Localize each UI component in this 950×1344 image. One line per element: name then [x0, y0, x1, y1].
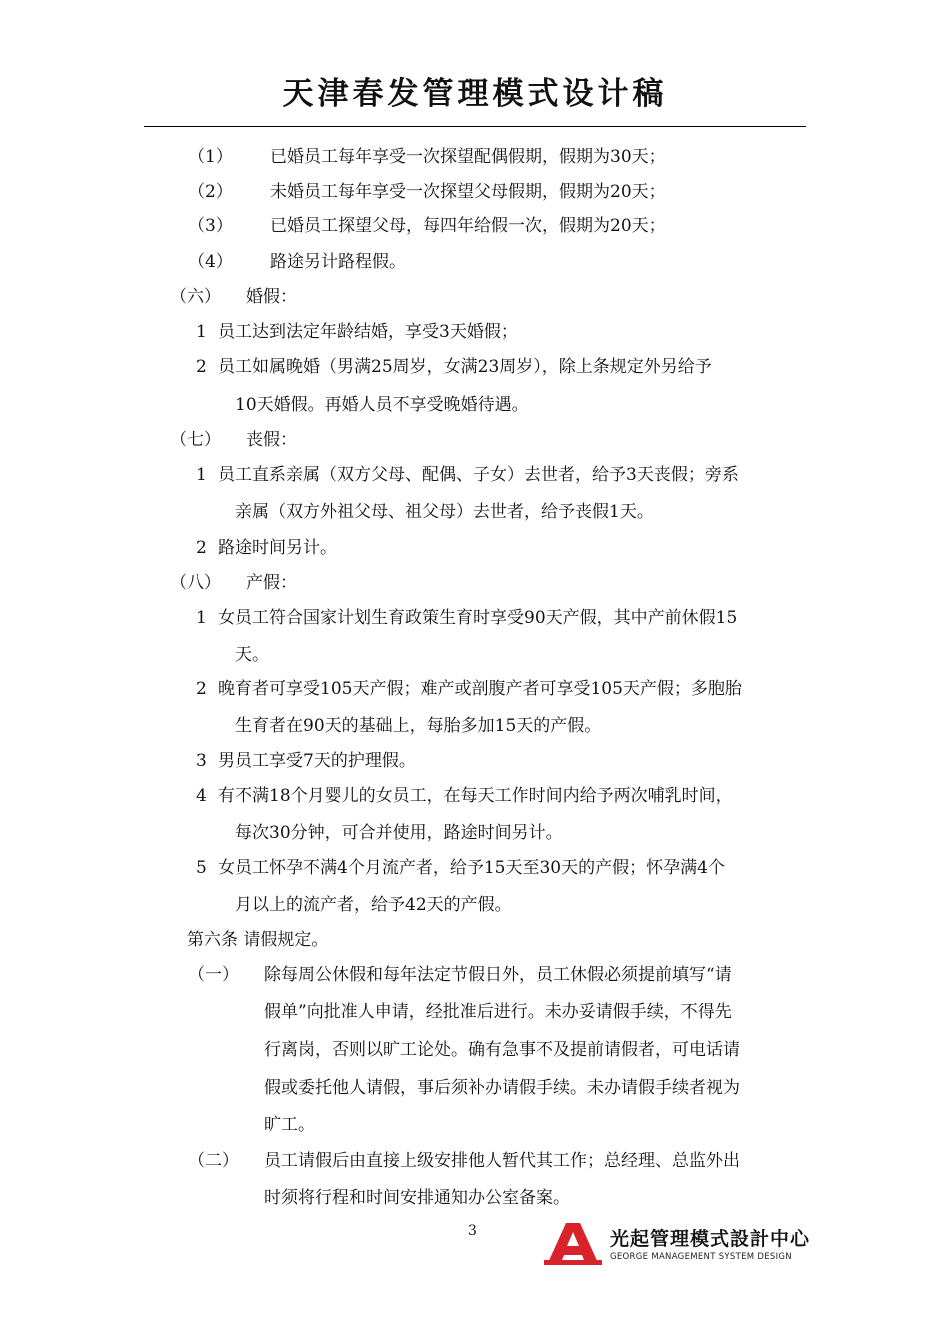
header-divider [144, 126, 806, 127]
logo-chinese-name: 光起管理模式設計中心 [610, 1228, 811, 1250]
list-item-continuation: 天。 [235, 645, 269, 665]
list-item-text: 路途时间另计。 [218, 538, 337, 558]
list-number: 2 [196, 538, 207, 558]
section-heading: 产假： [246, 573, 297, 593]
list-number: 3 [196, 751, 207, 771]
list-number: 4 [196, 786, 207, 806]
list-number: 1 [196, 608, 207, 628]
list-item-text: 男员工享受7天的护理假。 [218, 751, 416, 771]
section-marker: （七） [170, 430, 221, 450]
item-text: 路途另计路程假。 [270, 252, 406, 272]
clause-marker: （二） [188, 1151, 239, 1171]
list-number: 1 [196, 465, 207, 485]
item-marker: （3） [188, 216, 233, 236]
list-number: 2 [196, 679, 207, 699]
list-number: 1 [196, 322, 207, 342]
list-number: 2 [196, 357, 207, 377]
list-item-text: 女员工怀孕不满4个月流产者，给予15天至30天的产假；怀孕满4个 [218, 858, 725, 878]
list-item-continuation: 每次30分钟，可合并使用，路途时间另计。 [235, 823, 563, 843]
logo-english-name: GEORGE MANAGEMENT SYSTEM DESIGN [610, 1252, 792, 1262]
list-number: 5 [196, 858, 207, 878]
section-heading: 婚假： [246, 287, 297, 307]
list-item-continuation: 生育者在90天的基础上，每胎多加15天的产假。 [235, 716, 602, 736]
clause-text: 假或委托他人请假，事后须补办请假手续。未办请假手续者视为 [264, 1078, 740, 1098]
article-heading: 第六条 请假规定。 [187, 930, 329, 950]
item-marker: （1） [188, 147, 233, 167]
item-marker: （4） [188, 252, 233, 272]
page-number: 3 [468, 1223, 477, 1239]
list-item-text: 员工如属晚婚（男满25周岁，女满23周岁），除上条规定外另给予 [218, 357, 712, 377]
section-marker: （八） [170, 573, 221, 593]
list-item-continuation: 月以上的流产者，给予42天的产假。 [235, 895, 512, 915]
list-item-text: 员工直系亲属（双方父母、配偶、子女）去世者，给予3天丧假；旁系 [218, 465, 739, 485]
company-logo [540, 1222, 810, 1268]
item-text: 已婚员工探望父母，每四年给假一次，假期为20天； [270, 216, 666, 236]
section-marker: （六） [170, 287, 221, 307]
item-text: 未婚员工每年享受一次探望父母假期，假期为20天； [270, 182, 666, 202]
list-item-continuation: 10天婚假。再婚人员不享受晚婚待遇。 [235, 395, 529, 415]
clause-text: 旷工。 [264, 1115, 315, 1135]
list-item-text: 晚育者可享受105天产假；难产或剖腹产者可享受105天产假；多胞胎 [218, 679, 742, 699]
list-item-text: 女员工符合国家计划生育政策生育时享受90天产假，其中产前休假15 [218, 608, 738, 628]
clause-text: 行离岗，否则以旷工论处。确有急事不及提前请假者，可电话请 [264, 1040, 740, 1060]
clause-text: 假单”向批准人申请，经批准后进行。未办妥请假手续，不得先 [264, 1002, 732, 1022]
logo-mark-icon [544, 1222, 602, 1266]
list-item-text: 有不满18个月婴儿的女员工，在每天工作时间内给予两次哺乳时间， [218, 786, 733, 806]
clause-marker: （一） [188, 965, 239, 985]
list-item-continuation: 亲属（双方外祖父母、祖父母）去世者，给予丧假1天。 [235, 502, 654, 522]
document-title: 天津春发管理模式设计稿 [282, 76, 668, 112]
clause-text: 时须将行程和时间安排通知办公室备案。 [264, 1188, 570, 1208]
item-text: 已婚员工每年享受一次探望配偶假期，假期为30天； [270, 147, 666, 167]
section-heading: 丧假： [246, 430, 297, 450]
clause-text: 除每周公休假和每年法定节假日外，员工休假必须提前填写“请 [264, 965, 732, 985]
item-marker: （2） [188, 182, 233, 202]
clause-text: 员工请假后由直接上级安排他人暂代其工作；总经理、总监外出 [264, 1151, 740, 1171]
list-item-text: 员工达到法定年龄结婚，享受3天婚假； [218, 322, 518, 342]
